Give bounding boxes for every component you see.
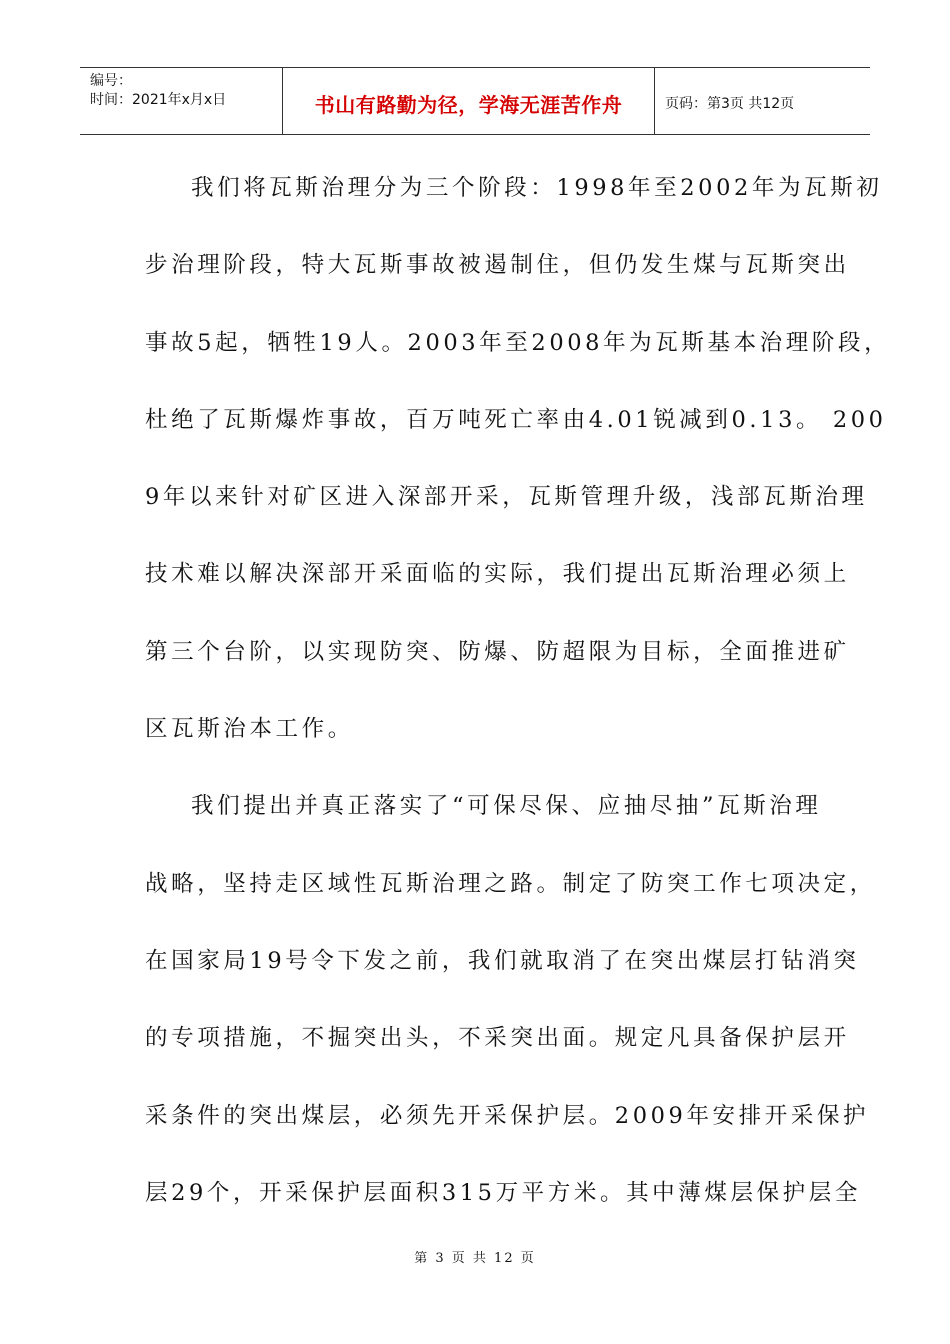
paragraph-line: 层29个，开采保护层面积315万平方米。其中薄煤层保护层全 <box>145 1179 861 1206</box>
header-page-cell <box>655 68 870 134</box>
paragraph-line: 步治理阶段，特大瓦斯事故被遏制住，但仍发生煤与瓦斯突出 <box>145 252 850 279</box>
paragraph-line: 第三个台阶，以实现防突、防爆、防超限为目标，全面推进矿 <box>145 638 850 665</box>
paragraph-line: 我们将瓦斯治理分为三个阶段：1998年至2002年为瓦斯初 <box>191 175 883 201</box>
document-date: 时间：2021年x月x日 <box>90 92 227 108</box>
paragraph-line: 的专项措施，不掘突出头，不采突出面。规定凡具备保护层开 <box>145 1025 850 1052</box>
paragraph-line: 事故5起，牺牲19人。2003年至2008年为瓦斯基本治理阶段， <box>145 329 891 356</box>
paragraph-line: 区瓦斯治本工作。 <box>145 716 354 743</box>
paragraph-line: 采条件的突出煤层，必须先开采保护层。2009年安排开采保护 <box>145 1102 870 1129</box>
page-info: 页码：第3页 共12页 <box>665 96 795 112</box>
paragraph-line: 在国家局19号令下发之前，我们就取消了在突出煤层打钻消突 <box>145 947 860 974</box>
document-number: 编号： <box>90 73 132 89</box>
paragraph-line: 9年以来针对矿区进入深部开采，瓦斯管理升级，浅部瓦斯治理 <box>145 484 868 511</box>
header-meta-cell <box>80 68 283 134</box>
paragraph-line: 技术难以解决深部开采面临的实际，我们提出瓦斯治理必须上 <box>145 561 850 588</box>
motto: 书山有路勤为径，学海无涯苦作舟 <box>314 92 623 117</box>
header-table <box>80 67 870 135</box>
body-text <box>145 150 891 1232</box>
paragraph-line: 杜绝了瓦斯爆炸事故，百万吨死亡率由4.01锐减到0.13。 200 <box>145 406 887 433</box>
header-motto-cell <box>283 68 655 134</box>
paragraph-line: 我们提出并真正落实了“可保尽保、应抽尽抽”瓦斯治理 <box>191 793 822 820</box>
page-footer: 第 3 页 共 12 页 <box>414 1251 536 1266</box>
paragraph-line: 战略，坚持走区域性瓦斯治理之路。制定了防突工作七项决定， <box>145 870 876 897</box>
